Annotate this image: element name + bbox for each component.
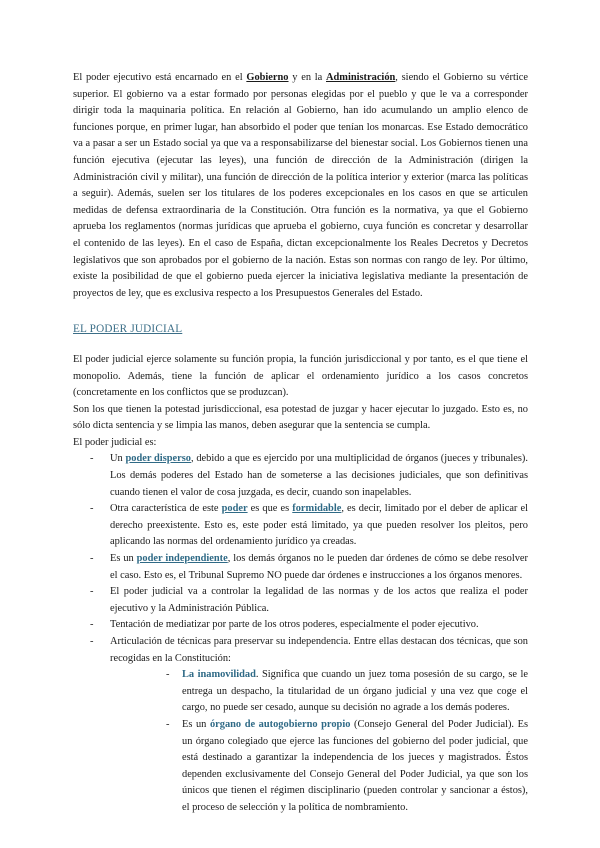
list-item: - El poder judicial va a controlar la legalidad de las normas y de los actos que realiza el poder ejecutivo y la Administración Pública. [73, 584, 528, 617]
keyword-formidable: formidable [292, 503, 342, 515]
list-item: - Es un poder independiente, los demás órganos no le pueden dar órdenes de cómo se debe resolver el caso. Esto es, el Tribunal Supremo NO puede dar órdenes e instrucciones a los órganos menores. [73, 551, 528, 584]
paragraph-potestad: Son los que tienen la potestad jurisdiccional, esa potestad de juzgar y hacer ejecutar lo juzgado. Esto es, no sólo dicta sentencia y se limpia las manos, deben asegurar que la sentencia se cumpla. [73, 403, 528, 432]
list-item: - Un poder disperso, debido a que es ejercido por una multiplicidad de órganos (jueces y tribunales). Los demás poderes del Estado han de someterse a las decisiones judiciales, que son definitivas cuando tienen el valor de cosa juzgada, es decir, cuando son inapelables. [73, 451, 528, 501]
list-item: - Otra característica de este poder es que es formidable, es decir, limitado por el deber de aplicar el derecho preexistente. Esto es, este poder está limitado, ya que pueden resolver los pleitos, pero aplicando las normas del ordenamiento jurídico ya creadas. [73, 501, 528, 551]
paragraph-function: El poder judicial ejerce solamente su función propia, la función jurisdiccional y por tanto, es el que tiene el monopolio. Además, tiene la función de aplicar el ordenamiento jurídico a los casos concretos (concretamente en los conflictos que se produzcan). [73, 353, 528, 399]
keyword-inamovilidad: La inamovilidad [182, 669, 256, 681]
keyword-organo-autogobierno: órgano de autogobierno propio [209, 718, 351, 730]
sublist-item: - La inamovilidad. Significa que cuando un juez toma posesión de su cargo, se le entrega un despacho, la titularidad de un órgano judicial y una vez que coge el cargo, no puede ser cesado, aunque su decisión no agrade a los demás poderes. [110, 667, 528, 717]
document-body [73, 70, 528, 817]
keyword-poder-independiente: poder independiente [136, 553, 228, 565]
keyword-poder-disperso: poder disperso [125, 453, 191, 465]
intro-paragraph: El poder ejecutivo está encarnado en el Gobierno y en la Administración, siendo el Gobierno su vértice superior. El gobierno va a estar formado por personas elegidas por el pueblo y que le va a corresponder dirigir toda la maquinaria política. En relación al Gobierno, han ido acumulando un amplio elenco de funciones porque, en primer lugar, han absorbido el poder que tenían los monarcas. Ese Estado democrático va a pasar a ser un Estado social ya que va a responsabilizarse del bienestar social. Los Gobiernos tienen una función ejecutiva (ejecutar las leyes), una función de dirección de la Administración (dirigen la Administración civil y militar), una función de dirección de la política interior y exterior (marca las políticas a seguir). Además, suelen ser los titulares de los poderes excepcionales en los casos en que se articulen medidas de defensa extraordinaria de la Constitución. Otra función es la normativa, ya que el Gobierno aprueba los reglamentos (normas jurídicas que aprueba el gobierno, cuya función es concretar y desarrollar el contenido de las leyes). En el caso de España, dictan excepcionalmente los Reales Decretos y Decretos legislativos que son aprobados por el gobierno de la nación. Estas son normas con rango de ley. Por último, existe la posibilidad de que el gobierno pueda ejercer la iniciativa legislativa mediante la presentación de proyectos de ley, que es exclusiva respecto a los Presupuestos Generales del Estado. [73, 72, 528, 299]
techniques-sublist [110, 667, 528, 816]
section-heading: EL PODER JUDICIAL [73, 323, 183, 336]
keyword-administracion: Administración [326, 72, 396, 83]
list-item: - Articulación de técnicas para preservar su independencia. Entre ellas destacan dos técnicas, que son recogidas en la Constitución: - La inamovilidad. Significa que cuando un juez toma posesión de su cargo, se le entrega un despacho, la titularidad de un órgano judicial y una vez que coge el cargo, no puede ser cesado, aunque su decisión no agrade a los demás poderes. - Es un órgano de autogobierno propio (Consejo General del Poder Judicial). Es un órgano colegiado que ejerce las funciones del gobierno del poder judicial, que está destinado a garantizar la independencia de los jueces y magistrados. Éstos dependen exclusivamente del Consejo General del Poder Judicial, ya que son los únicos que tienen el régimen disciplinario (pueden controlar y sancionar a éstos), el proceso de selección y la política de nombramiento. [73, 634, 528, 817]
list-item: - Tentación de mediatizar por parte de los otros poderes, especialmente el poder ejecutivo. [73, 617, 528, 634]
paragraph-list-intro: El poder judicial es: [73, 436, 157, 448]
characteristics-list [73, 451, 528, 816]
sublist-item: - Es un órgano de autogobierno propio (Consejo General del Poder Judicial). Es un órgano colegiado que ejerce las funciones del gobierno del poder judicial, que está destinado a garantizar la independencia de los jueces y magistrados. Éstos dependen exclusivamente del Consejo General del Poder Judicial, ya que son los únicos que tienen el régimen disciplinario (pueden controlar y sancionar a éstos), el proceso de selección y la política de nombramiento. [110, 717, 528, 817]
keyword-gobierno: Gobierno [246, 72, 289, 83]
keyword-poder: poder [221, 503, 248, 515]
